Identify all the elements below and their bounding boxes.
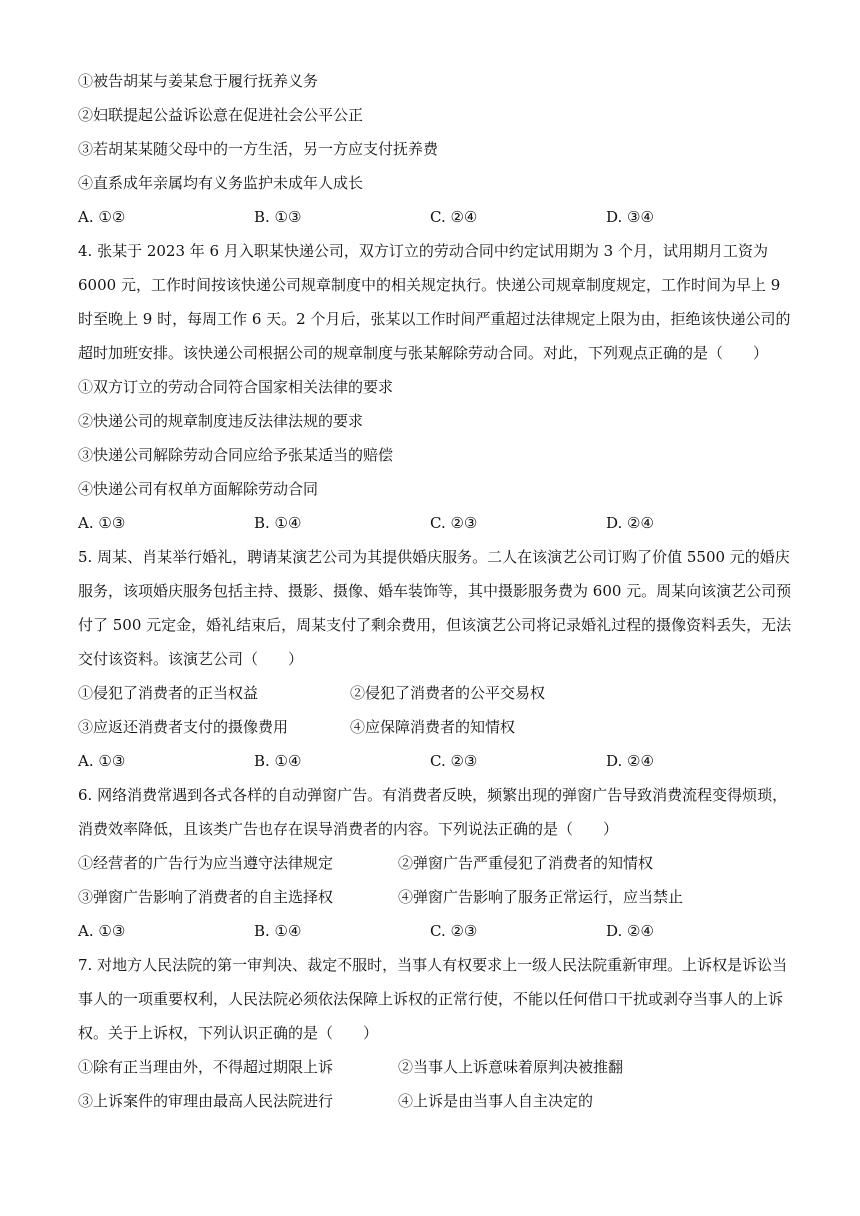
- option-3: ③上诉案件的审理由最高人民法院进行: [78, 1092, 334, 1110]
- option-2: ②当事人上诉意味着原判决被推翻: [398, 1058, 624, 1076]
- option-row: [78, 710, 800, 744]
- option-row: [78, 676, 800, 710]
- option-2: ②快递公司的规章制度违反法律法规的要求: [78, 412, 364, 430]
- option-4: ④快递公司有权单方面解除劳动合同: [78, 480, 319, 498]
- choice-b[interactable]: B. ①③: [254, 208, 302, 226]
- option-4: ④上诉是由当事人自主决定的: [398, 1092, 594, 1110]
- option-4: ④直系成年亲属均有义务监护未成年人成长: [78, 174, 364, 192]
- option-3: ③若胡某某随父母中的一方生活，另一方应支付抚养费: [78, 140, 439, 158]
- choice-d[interactable]: D. ③④: [606, 208, 654, 226]
- question-4: [78, 234, 800, 540]
- answer-choices: [78, 506, 800, 540]
- option-1: ①侵犯了消费者的正当权益: [78, 684, 259, 702]
- question-stem: 6. 网络消费常遇到各式各样的自动弹窗广告。有消费者反映，频繁出现的弹窗广告导致消费流程变得烦琐，消费效率降低，且该类广告也存在误导消费者的内容。下列说法正确的是（ ）: [78, 786, 788, 838]
- choice-b[interactable]: B. ①④: [254, 752, 302, 770]
- choice-d[interactable]: D. ②④: [606, 514, 654, 532]
- choice-a[interactable]: A. ①③: [78, 514, 126, 532]
- option-4: ④弹窗广告影响了服务正常运行，应当禁止: [398, 888, 684, 906]
- option-1: ①被告胡某与姜某怠于履行抚养义务: [78, 72, 319, 90]
- choice-a[interactable]: A. ①②: [78, 208, 126, 226]
- choice-c[interactable]: C. ②④: [430, 208, 478, 226]
- option-row: [78, 1084, 800, 1118]
- question-3: [78, 64, 800, 234]
- option-3: ③弹窗广告影响了消费者的自主选择权: [78, 888, 334, 906]
- choice-c[interactable]: C. ②③: [430, 514, 478, 532]
- answer-choices: [78, 744, 800, 778]
- answer-choices: [78, 914, 800, 948]
- option-2: ②妇联提起公益诉讼意在促进社会公平公正: [78, 106, 364, 124]
- choice-d[interactable]: D. ②④: [606, 752, 654, 770]
- question-5: [78, 540, 800, 778]
- choice-a[interactable]: A. ①③: [78, 922, 126, 940]
- choice-a[interactable]: A. ①③: [78, 752, 126, 770]
- choice-c[interactable]: C. ②③: [430, 922, 478, 940]
- option-3: ③快递公司解除劳动合同应给予张某适当的赔偿: [78, 446, 394, 464]
- question-stem: 7. 对地方人民法院的第一审判决、裁定不服时，当事人有权要求上一级人民法院重新审理。上诉权是诉讼当事人的一项重要权利，人民法院必须依法保障上诉权的正常行使，不能以任何借口干扰或剥夺当事人的上诉权。关于上诉权，下列认识正确的是（ ）: [78, 956, 788, 1042]
- choice-b[interactable]: B. ①④: [254, 514, 302, 532]
- option-2: ②弹窗广告严重侵犯了消费者的知情权: [398, 854, 654, 872]
- option-4: ④应保障消费者的知情权: [350, 718, 516, 736]
- option-1: ①经营者的广告行为应当遵守法律规定: [78, 854, 334, 872]
- question-6: [78, 778, 800, 948]
- option-row: [78, 880, 800, 914]
- question-stem: 5. 周某、肖某举行婚礼，聘请某演艺公司为其提供婚庆服务。二人在该演艺公司订购了价值 5500 元的婚庆服务，该项婚庆服务包括主持、摄影、摄像、婚车装饰等，其中摄影服务费为 600 元。周某向该演艺公司预付了 500 元定金，婚礼结束后，周某支付了剩余费用，但该演艺公司将记录婚礼过程的摄像资料丢失，无法交付该资料。该演艺公司（ ）: [78, 548, 792, 668]
- option-3: ③应返还消费者支付的摄像费用: [78, 718, 289, 736]
- answer-choices: [78, 200, 800, 234]
- choice-b[interactable]: B. ①④: [254, 922, 302, 940]
- question-7: [78, 948, 800, 1118]
- option-row: [78, 846, 800, 880]
- option-2: ②侵犯了消费者的公平交易权: [350, 684, 546, 702]
- question-stem: 4. 张某于 2023 年 6 月入职某快递公司，双方订立的劳动合同中约定试用期为 3 个月，试用期月工资为 6000 元，工作时间按该快递公司规章制度中的相关规定执行。快递公司规章制度规定，工作时间为早上 9 时至晚上 9 时，每周工作 6 天。2 个月后，张某以工作时间严重超过法律规定上限为由，拒绝该快递公司的超时加班安排。该快递公司根据公司的规章制度与张某解除劳动合同。对此，下列观点正确的是（ ）: [78, 242, 791, 362]
- option-1: ①双方订立的劳动合同符合国家相关法律的要求: [78, 378, 394, 396]
- option-1: ①除有正当理由外，不得超过期限上诉: [78, 1058, 334, 1076]
- option-row: [78, 1050, 800, 1084]
- choice-c[interactable]: C. ②③: [430, 752, 478, 770]
- choice-d[interactable]: D. ②④: [606, 922, 654, 940]
